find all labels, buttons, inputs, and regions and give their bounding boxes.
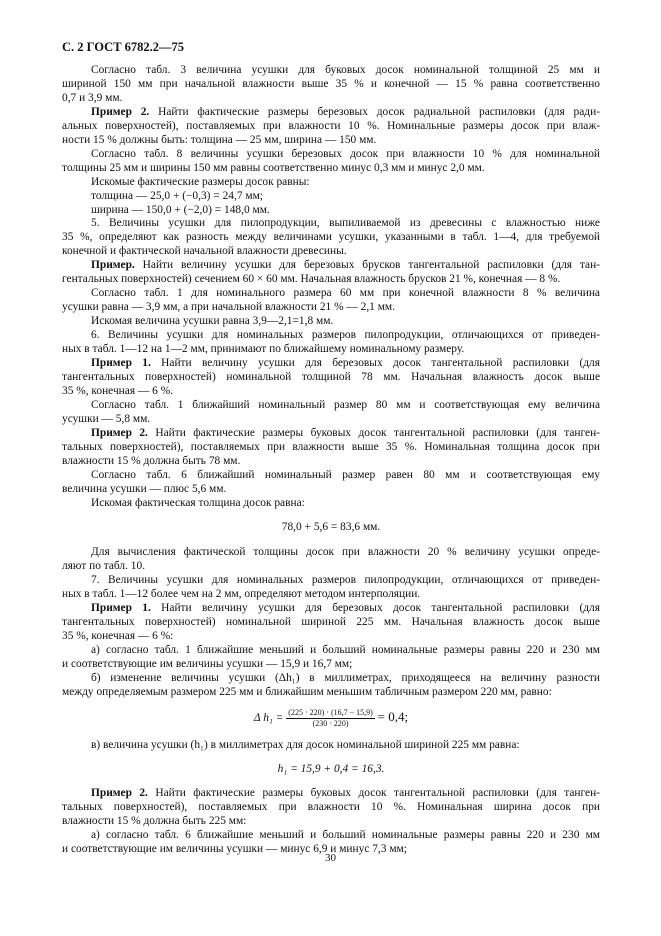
- paragraph: [62, 204, 600, 218]
- text-line-content: шириной 150 мм при начальной влажности выше 35 % и конечной — 15 % равна соответственно: [62, 77, 600, 90]
- paragraph: [62, 546, 600, 574]
- text-line-content: а) согласно табл. 1 ближайшие меньший и больший номинальные размеры равны 220 и 230 мм: [91, 644, 600, 657]
- text-line: [62, 801, 600, 815]
- text-line: [62, 343, 600, 357]
- text-line: [62, 217, 600, 231]
- text-line: [62, 686, 600, 700]
- page-number: 30: [325, 852, 336, 864]
- text-line: [62, 588, 600, 602]
- text-line-content: толщина — 25,0 + (−0,3) = 24,7 мм;: [91, 189, 263, 202]
- text-line: [62, 385, 600, 399]
- text-line: [62, 658, 600, 672]
- text-line-content: Найти величину усушки для березовых досок тангентальной распиловки (для: [150, 357, 600, 370]
- text-line: [62, 287, 600, 301]
- paragraph: [62, 672, 600, 700]
- paragraph: [62, 427, 600, 469]
- text-line-content: Согласно табл. 8 величины усушки березовых досок при влажности 10 % для номинальной: [91, 147, 600, 160]
- text-line-content: 5. Величины усушки для пилопродукции, выпиливаемой из древесины с влажностью ниже: [91, 217, 600, 230]
- text-line-content: 35 %, определяют как разность между величинами усушки, указанными в табл. 1—4, для требуемой: [62, 231, 600, 244]
- text-line-content: Найти величину усушки для березовых брусков тангентальной распиловки (для тан-: [134, 259, 600, 272]
- paragraph: [62, 287, 600, 315]
- paragraph: [62, 787, 600, 829]
- text-line: [62, 301, 600, 315]
- text-line: [62, 455, 600, 469]
- paragraph: [62, 399, 600, 427]
- formula-thickness: 78,0 + 5,6 = 83,6 мм.: [281, 520, 381, 533]
- text-line-content: Искомая фактическая толщина досок равна:: [91, 496, 305, 509]
- text-line-content: гентальных поверхностей) сечением 60 × 60 мм. Начальная влажность брусков 21 %, конечная — 8 %.: [62, 273, 561, 286]
- text-line: [62, 560, 600, 574]
- text-line-content: а) согласно табл. 6 ближайшие меньший и больший номинальные размеры равны 220 и 230 мм: [91, 828, 600, 841]
- formula-numerator: (225 · 220) · (16,7 − 15,9): [288, 707, 373, 717]
- document-body: [62, 64, 600, 857]
- formula-fraction: [286, 708, 375, 729]
- example-label: Пример 1.: [91, 357, 151, 370]
- text-line: [62, 441, 600, 455]
- paragraph: [62, 315, 600, 329]
- text-line: [62, 106, 600, 120]
- formula-rhs: = 0,4;: [377, 709, 409, 725]
- section-2: [62, 546, 600, 699]
- paragraph: [62, 357, 600, 399]
- formula-h1: h₁ = 15,9 + 0,4 = 16,3.: [277, 762, 385, 775]
- text-line-content: Согласно табл. 1 для номинального размера 60 мм при конечной влажности 8 % величина: [91, 287, 600, 300]
- paragraph: [62, 259, 600, 287]
- text-line-content: Искомые фактические размеры досок равны:: [91, 175, 310, 188]
- text-line: [62, 315, 600, 329]
- text-line-content: Согласно табл. 3 величина усушки для буковых досок номинальной толщиной 25 мм и: [91, 64, 600, 76]
- text-line: [62, 148, 600, 162]
- paragraph: [62, 148, 600, 176]
- paragraph: [62, 574, 600, 602]
- text-line: [62, 190, 600, 204]
- page-header: С. 2 ГОСТ 6782.2—75: [62, 40, 185, 54]
- text-line-content: 35 %, конечная — 6 %.: [62, 384, 174, 397]
- text-line-content: Искомая величина усушки равна 3,9—2,1=1,8 мм.: [91, 315, 334, 328]
- text-line: [62, 357, 600, 371]
- text-line: [62, 259, 600, 273]
- text-line-content: тальных поверхностей), поставляемых при влажности выше 35 %. Номинальная толщина досок при: [62, 440, 600, 453]
- paragraph: [62, 469, 600, 497]
- text-line-content: влажности 15 % должна быть 78 мм.: [62, 454, 241, 467]
- text-line: [62, 273, 600, 287]
- text-line-content: 6. Величины усушки для номинальных размеров пилопродукции, отличающихся от приведен-: [91, 329, 600, 342]
- text-line: [62, 616, 600, 630]
- text-line-content: 0,7 и 3,9 мм.: [62, 91, 123, 104]
- text-line: [62, 134, 600, 148]
- text-line-content: ширина — 150,0 + (−2,0) = 148,0 мм.: [91, 203, 270, 216]
- text-line-content: тангентальных поверхностей) номинальной шириной 225 мм. Начальная влажность досок выше: [62, 616, 600, 629]
- text-line: [62, 329, 600, 343]
- text-line: [62, 815, 600, 829]
- formula-lhs: Δ h₁ =: [253, 712, 284, 725]
- text-line-content: и соответствующие им величины усушки — минус 6,9 и минус 7,3 мм;: [62, 842, 407, 855]
- text-line-content: Найти величину усушки для березовых досок тангентальной распиловки (для: [150, 602, 600, 615]
- text-line: [62, 546, 600, 560]
- paragraph-v: в) величина усушки (h₁) в миллиметрах для досок номинальной шириной 225 мм равна:: [91, 738, 520, 751]
- text-line: [62, 371, 600, 385]
- text-line-content: тальных поверхностей), поставляемых при влажности 10 %. Номинальная ширина досок при: [62, 800, 600, 813]
- text-line: [62, 399, 600, 413]
- text-line: [62, 204, 600, 218]
- text-line-content: Согласно табл. 6 ближайший номинальный размер равен 80 мм и соответствующая ему: [91, 468, 600, 481]
- formula-delta-h: [62, 708, 600, 729]
- text-line-content: ных в табл. 1—12 более чем на 2 мм, определяют методом интерполяции.: [62, 588, 421, 601]
- paragraph: [62, 64, 600, 106]
- text-line-content: Для вычисления фактической толщины досок при влажности 20 % величину усушки опреде-: [91, 546, 600, 559]
- text-line-content: Согласно табл. 1 ближайший номинальный размер 80 мм и соответствующая ему величина: [91, 398, 600, 411]
- text-line-content: и соответствующие им величины усушки — 15,9 и 16,7 мм;: [62, 658, 353, 671]
- text-line-content: тангентальных поверхностей) номинальной толщиной 78 мм. Начальная влажность досок выше: [62, 370, 600, 383]
- text-line-content: влажности 15 % должна быть 225 мм:: [62, 814, 247, 827]
- text-line: [62, 427, 600, 441]
- text-line: [62, 413, 600, 427]
- text-line: [62, 787, 600, 801]
- text-line: [62, 602, 600, 616]
- text-line-content: усушки равна — 3,9 мм, а при начальной влажности 21 % — 2,1 мм.: [62, 301, 395, 314]
- text-line-content: ности 15 % должны быть: толщина — 25 мм, ширина — 150 мм.: [62, 133, 377, 146]
- paragraph: [62, 176, 600, 190]
- text-line: [62, 176, 600, 190]
- paragraph: [62, 190, 600, 204]
- text-line: [62, 64, 600, 78]
- text-line-content: усушки — 5,8 мм.: [62, 412, 151, 425]
- example-label: Пример 1.: [91, 602, 151, 615]
- example-label: Пример 2.: [91, 426, 148, 439]
- text-line-content: ных в табл. 1—12 на 1—2 мм, принимают по ближайшему номинальному размеру.: [62, 343, 465, 356]
- paragraph: [62, 644, 600, 672]
- text-line-content: Найти фактические размеры буковых досок тангентальной распиловки (для танген-: [147, 426, 600, 439]
- text-line-content: толщины 25 мм и ширины 150 мм равны соответственно минус 0,3 мм и минус 2,0 мм.: [62, 161, 485, 174]
- text-line: [62, 574, 600, 588]
- text-line: [62, 231, 600, 245]
- text-line-content: величина усушки — плюс 5,6 мм.: [62, 482, 227, 495]
- text-line-content: Найти фактические размеры березовых досок радиальной распиловки (для ради-: [149, 105, 600, 118]
- section-1: [62, 64, 600, 511]
- text-line: [62, 120, 600, 134]
- text-line: [62, 644, 600, 658]
- paragraph: [62, 602, 600, 644]
- formula-denominator: (230 · 220): [312, 718, 349, 728]
- text-line: [62, 162, 600, 176]
- text-line: [62, 469, 600, 483]
- text-line: [62, 92, 600, 106]
- text-line: [62, 829, 600, 843]
- text-line-content: конечной и фактической начальной влажности древесины.: [62, 245, 347, 258]
- paragraph: [62, 217, 600, 259]
- text-line: [62, 672, 600, 686]
- paragraph: [62, 329, 600, 357]
- text-line: [62, 245, 600, 259]
- text-line: [62, 78, 600, 92]
- paragraph: [62, 497, 600, 511]
- text-line: [62, 483, 600, 497]
- example-label: Пример 2.: [91, 105, 150, 118]
- text-line-content: 7. Величины усушки для номинальных размеров пилопродукции, отличающихся от приведен-: [91, 574, 600, 587]
- text-line-content: Найти фактические размеры буковых досок тангентальной распиловки (для танген-: [147, 786, 600, 799]
- text-line-content: ляют по табл. 10.: [62, 560, 146, 573]
- text-line-content: 35 %, конечная — 6 %:: [62, 630, 174, 643]
- text-line: [62, 630, 600, 644]
- text-line: [62, 497, 600, 511]
- paragraph: [62, 106, 600, 148]
- text-line-content: между определяемым размером 225 мм и ближайшим меньшим табличным размером 220 мм, равно:: [62, 685, 552, 698]
- section-3: [62, 787, 600, 857]
- example-label: Пример.: [91, 259, 135, 272]
- text-line-content: альных поверхностей), поставляемых при влажности 10 %. Номинальные размеры досок при влаж-: [62, 119, 600, 132]
- text-line-content: б) изменение величины усушки (Δh₁) в миллиметрах, приходящееся на величину разности: [91, 672, 600, 685]
- example-label: Пример 2.: [91, 786, 148, 799]
